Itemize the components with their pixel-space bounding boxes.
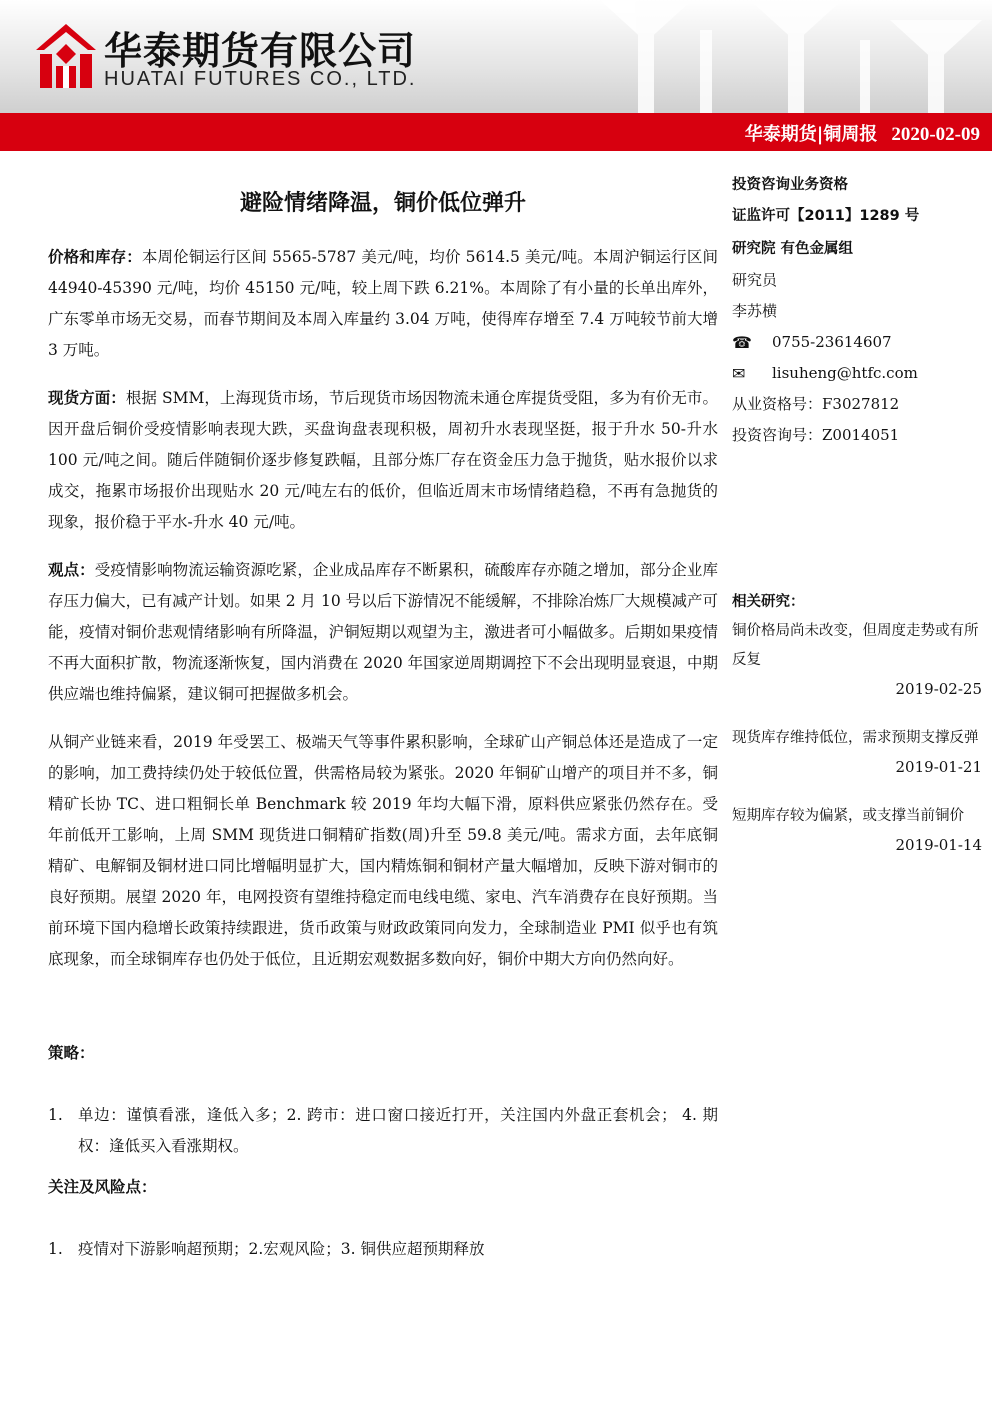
phone-row xyxy=(732,327,982,358)
license-number: 证监许可【2011】1289 号 xyxy=(732,208,920,224)
consult-number: 投资咨询号：Z0014051 xyxy=(732,426,900,444)
related-item[interactable] xyxy=(732,724,982,782)
related-title: 短期库存较为偏紧，或支撑当前铜价 xyxy=(732,808,964,824)
main-content xyxy=(48,242,718,1265)
section-text: 本周伦铜运行区间 5565-5787 美元/吨，均价 5614.5 美元/吨。本周沪铜运行区间 44940-45390 元/吨，均价 45150 元/吨，较上周下跌 6.21%。本周除了有小量的长单出库外，广东零单市场无交易，而春节期间及本周入库量约 3.04 万吨，使得库存增至 7.4 万吨较节前大增 3 万吨。 xyxy=(48,248,718,359)
related-item[interactable] xyxy=(732,802,982,860)
report-tag: 华泰期货|铜周报 xyxy=(744,124,878,145)
list-number: 1. xyxy=(48,1240,63,1258)
page-header xyxy=(0,0,992,113)
company-name-en: HUATAI FUTURES CO., LTD. xyxy=(104,68,417,90)
company-name-cn: 华泰期货有限公司 xyxy=(104,29,417,73)
related-date: 2019-02-25 xyxy=(895,680,982,698)
section-price-inventory xyxy=(48,242,718,366)
section-label: 价格和库存： xyxy=(48,248,142,266)
report-date: 2020-02-09 xyxy=(891,124,980,145)
related-title: 现货库存维持低位，需求预期支撑反弹 xyxy=(732,730,979,746)
email-row xyxy=(732,358,982,389)
mail-icon: ✉ xyxy=(732,364,746,383)
risk-heading: 关注及风险点： xyxy=(48,1178,157,1196)
section-text: 受疫情影响物流运输资源吃紧，企业成品库存不断累积，硫酸库存亦随之增加，部分企业库存压力偏大，已有减产计划。如果 2 月 10 号以后下游情况不能缓解，不排除冶炼厂大规模减产可能，疫情对铜价悲观情绪影响有所降温，沪铜短期以观望为主，激进者可小幅做多。后期如果疫情不再大面积扩散，物流逐渐恢复，国内消费在 2020 年国家逆周期调控下不会出现明显衰退，中期供应端也维持偏紧，建议铜可把握做多机会。 xyxy=(48,561,718,703)
list-text: 疫情对下游影响超预期；2.宏观风险；3. 铜供应超预期释放 xyxy=(78,1240,485,1258)
strategy-heading: 策略： xyxy=(48,1044,95,1062)
related-item[interactable] xyxy=(732,617,982,704)
institute: 研究院 有色金属组 xyxy=(732,241,854,257)
author-sidebar xyxy=(732,170,982,451)
section-label: 观点： xyxy=(48,561,95,579)
strategy-list xyxy=(48,1100,718,1162)
list-item xyxy=(48,1234,718,1265)
list-item xyxy=(48,1100,718,1162)
phone-number: 0755-23614607 xyxy=(772,333,892,351)
section-text: 从铜产业链来看，2019 年受罢工、极端天气等事件累积影响，全球矿山产铜总体还是造成了一定的影响，加工费持续仍处于较低位置，供需格局较为紧张。2020 年铜矿山增产的项目并不多，铜精矿长协 TC、进口粗铜长单 Benchmark 较 2019 年均大幅下滑，原料供应紧张仍然存在。受年前低开工影响，上周 SMM 现货进口铜精矿指数(周)升至 59.8 美元/吨。需求方面，去年底铜精矿、电解铜及铜材进口同比增幅明显扩大，国内精炼铜和铜材产量大幅增加，反映下游对铜市的良好预期。展望 2020 年，电网投资有望维持稳定而电线电缆、家电、汽车消费存在良好预期。当前环境下国内稳增长政策持续跟进，货币政策与财政政策同向发力，全球制造业 PMI 似乎也有筑底现象，而全球铜库存也仍处于低位，且近期宏观数据多数向好，铜价中期大方向仍然向好。 xyxy=(48,733,718,968)
report-title: 避险情绪降温，铜价低位弹升 xyxy=(239,191,526,216)
related-date: 2019-01-14 xyxy=(895,836,982,854)
company-logo-icon xyxy=(36,24,96,88)
practice-number: 从业资格号：F3027812 xyxy=(732,395,900,413)
author-name: 李苏横 xyxy=(732,302,778,320)
related-date: 2019-01-21 xyxy=(895,758,982,776)
report-banner xyxy=(0,113,992,151)
section-spot xyxy=(48,383,718,538)
header-decoration xyxy=(560,0,992,113)
list-number: 1. xyxy=(48,1106,63,1124)
email-link[interactable]: lisuheng@htfc.com xyxy=(772,364,918,382)
section-text: 根据 SMM，上海现货市场，节后现货市场因物流未通仓库提货受阻，多为有价无市。因开盘后铜价受疫情影响表现大跌，买盘询盘表现积极，周初升水表现坚挺，报于升水 50-升水 100 元/吨之间。随后伴随铜价逐步修复跌幅，且部分炼厂存在资金压力急于抛货，贴水报价以求成交，拖累市场报价出现贴水 20 元/吨左右的低价，但临近周末市场情绪趋稳，不再有急抛货的现象，报价稳于平水-升水 40 元/吨。 xyxy=(48,389,718,531)
related-research xyxy=(732,588,982,880)
author-role: 研究员 xyxy=(732,271,778,289)
qualification: 投资咨询业务资格 xyxy=(732,177,848,193)
section-view xyxy=(48,555,718,710)
section-industry-chain xyxy=(48,727,718,975)
risk-list xyxy=(48,1234,718,1265)
list-text: 单边：谨慎看涨，逢低入多；2. 跨市：进口窗口接近打开，关注国内外盘正套机会； 4. 期权：逢低买入看涨期权。 xyxy=(78,1106,718,1155)
phone-icon: ☎ xyxy=(732,333,752,352)
related-title: 铜价格局尚未改变，但周度走势或有所反复 xyxy=(732,623,979,668)
section-label: 现货方面： xyxy=(48,389,126,407)
related-heading: 相关研究： xyxy=(732,594,805,610)
